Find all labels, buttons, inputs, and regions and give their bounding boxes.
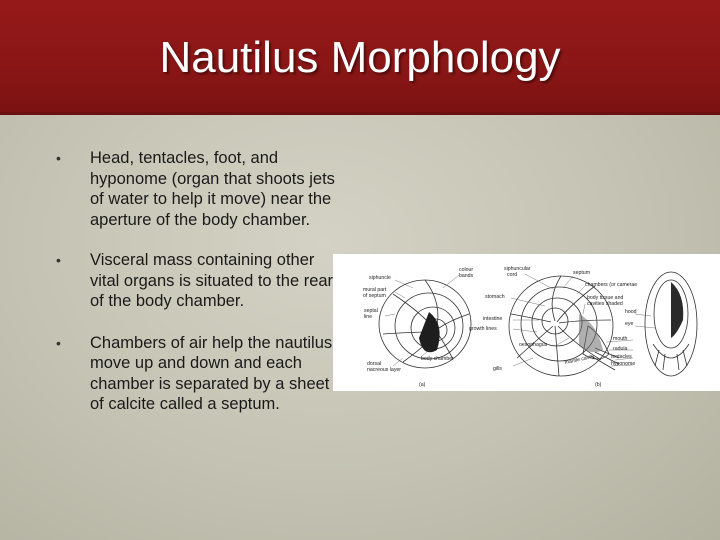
title-bar bbox=[0, 0, 720, 115]
label-body-tissue: body tissue and bbox=[587, 295, 624, 301]
label-septum: septum bbox=[573, 270, 591, 276]
label-dorsal: dorsal bbox=[367, 361, 382, 367]
bullet-dot: • bbox=[56, 334, 61, 351]
label-radula: radula bbox=[613, 346, 628, 352]
label-hyponome: hyponome bbox=[611, 361, 636, 367]
label-septal: septal bbox=[364, 308, 378, 314]
label-oesophagus: oesophagus bbox=[519, 342, 548, 348]
caption-b: (b) bbox=[595, 382, 602, 388]
bullet-list bbox=[56, 148, 338, 415]
bullet-dot: • bbox=[56, 150, 61, 166]
label-stomach: stomach bbox=[485, 294, 505, 300]
label-mural-part: mural part bbox=[363, 287, 387, 293]
label-siphuncular: siphuncular bbox=[504, 266, 531, 272]
slide-title: Nautilus Morphology bbox=[159, 33, 561, 82]
caption-a: (a) bbox=[419, 382, 426, 388]
label-gills: gills bbox=[493, 366, 502, 372]
label-mouth: mouth bbox=[613, 336, 628, 342]
label-bands: bands bbox=[459, 273, 474, 279]
label-cord: cord bbox=[507, 272, 518, 278]
bullet-text: Head, tentacles, foot, and hyponome (organ that shoots jets of water to help it move) near the aperture of the body chamber. bbox=[90, 149, 335, 229]
label-colour: colour bbox=[459, 267, 474, 273]
bullet-item bbox=[56, 148, 338, 230]
label-body-chamber: body chamber bbox=[421, 356, 454, 362]
label-line: line bbox=[364, 314, 373, 320]
label-eye: eye bbox=[625, 321, 634, 327]
label-of-septum: of septum bbox=[363, 293, 386, 299]
label-hood: hood bbox=[625, 309, 637, 315]
nautilus-diagram-svg bbox=[333, 254, 720, 391]
bullet-item bbox=[56, 250, 338, 312]
bullet-text: Visceral mass containing other vital organs is situated to the rear of the body chamber. bbox=[90, 251, 334, 310]
label-intestine: intestine bbox=[483, 316, 503, 322]
label-nacreous-layer: nacreous layer bbox=[367, 367, 402, 373]
frontal-hood-dark bbox=[671, 282, 683, 338]
label-cavities-shaded: cavities shaded bbox=[587, 301, 623, 307]
nautilus-diagram bbox=[333, 254, 720, 391]
bullet-text: Chambers of air help the nautilus move up and down and each chamber is separated by a sheet of calcite called a septum. bbox=[90, 333, 333, 413]
label-tentacles: tentacles bbox=[611, 354, 632, 360]
bullet-dot: • bbox=[56, 252, 61, 268]
label-growth-lines: growth lines bbox=[469, 326, 497, 332]
label-siphuncle: siphuncle bbox=[369, 275, 391, 281]
label-mantle-cavity: mantle cavity bbox=[564, 353, 596, 366]
label-chambers: chambers (or camerae bbox=[585, 282, 638, 288]
bullet-item bbox=[56, 333, 338, 415]
body-chamber-dark bbox=[419, 312, 440, 352]
